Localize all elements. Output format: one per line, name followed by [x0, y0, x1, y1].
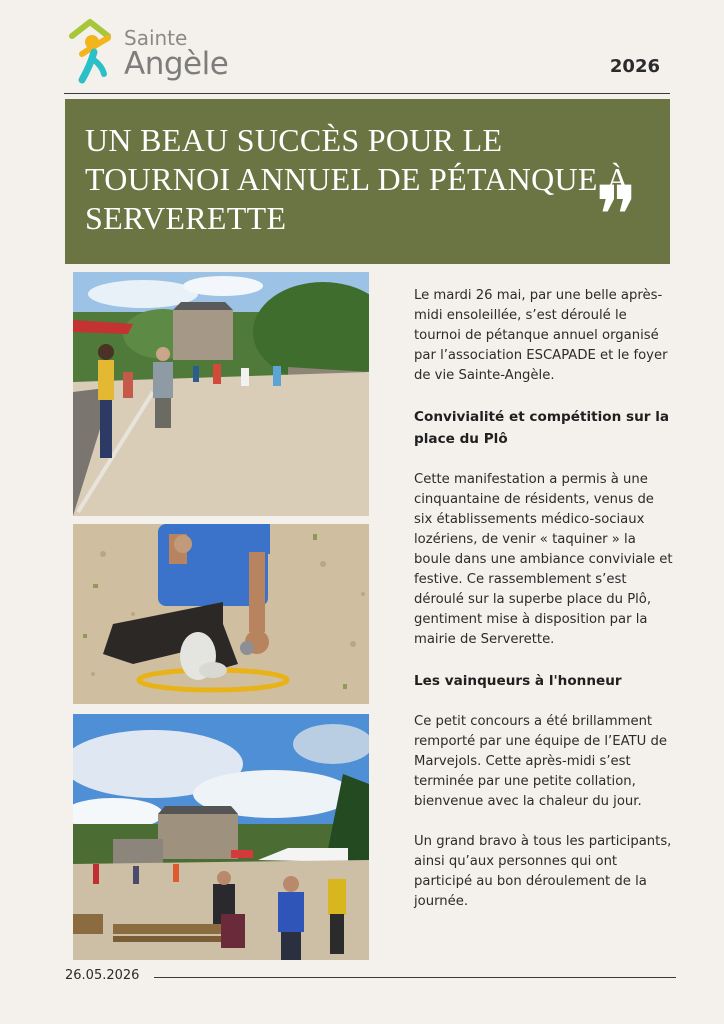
section-body-vainqueurs: Ce petit concours a été brillamment remporté par une équipe de l’EATU de Marvejols. Cette après-midi s’est terminée par une petite collation, bienvenue avec la chaleur du jour. [414, 714, 667, 809]
logo-figure-icon [68, 16, 124, 86]
article-closing: Un grand bravo à tous les participants, ainsi qu’aux personnes qui ont participé au bon déroulement de la journée. [414, 834, 672, 909]
quote-icon: ❞ [594, 173, 638, 261]
section-heading-convivialite: Convivialité et compétition sur la place du Plô [414, 409, 670, 447]
photo-player-throwing-boule [73, 524, 369, 704]
footer-divider [154, 977, 676, 978]
logo-text-angele: Angèle [124, 46, 229, 82]
footer-date: 26.05.2026 [65, 968, 140, 983]
logo-text-sainte: Sainte [124, 26, 188, 50]
title-banner [65, 99, 670, 264]
header-divider [64, 93, 670, 94]
section-body-convivialite: Cette manifestation a permis à une cinquantaine de résidents, venus de six établissements médico-sociaux lozériens, de venir « taquiner » la boule dans une ambiance conviviale et festive. Ce rassemblement s’est déroulé sur la superbe place du Plô, gentiment mise à disposition par la mairie de Serverette. [414, 472, 673, 647]
photo-crowd-place-sky [73, 714, 369, 960]
article-intro: Le mardi 26 mai, par une belle après-midi ensoleillée, s’est déroulé le tournoi de pétanque annuel organisé par l’association ESCAPADE et le foyer de vie Sainte-Angèle. [414, 288, 668, 383]
photo-petanque-players-square [73, 272, 369, 516]
article-body [414, 286, 676, 932]
issue-year: 2026 [609, 56, 660, 77]
article-title: UN BEAU SUCCÈS POUR LE TOURNOI ANNUEL DE PÉTANQUE À SERVERETTE [85, 122, 630, 236]
sainte-angele-logo [68, 16, 228, 86]
section-heading-vainqueurs: Les vainqueurs à l'honneur [414, 673, 622, 689]
